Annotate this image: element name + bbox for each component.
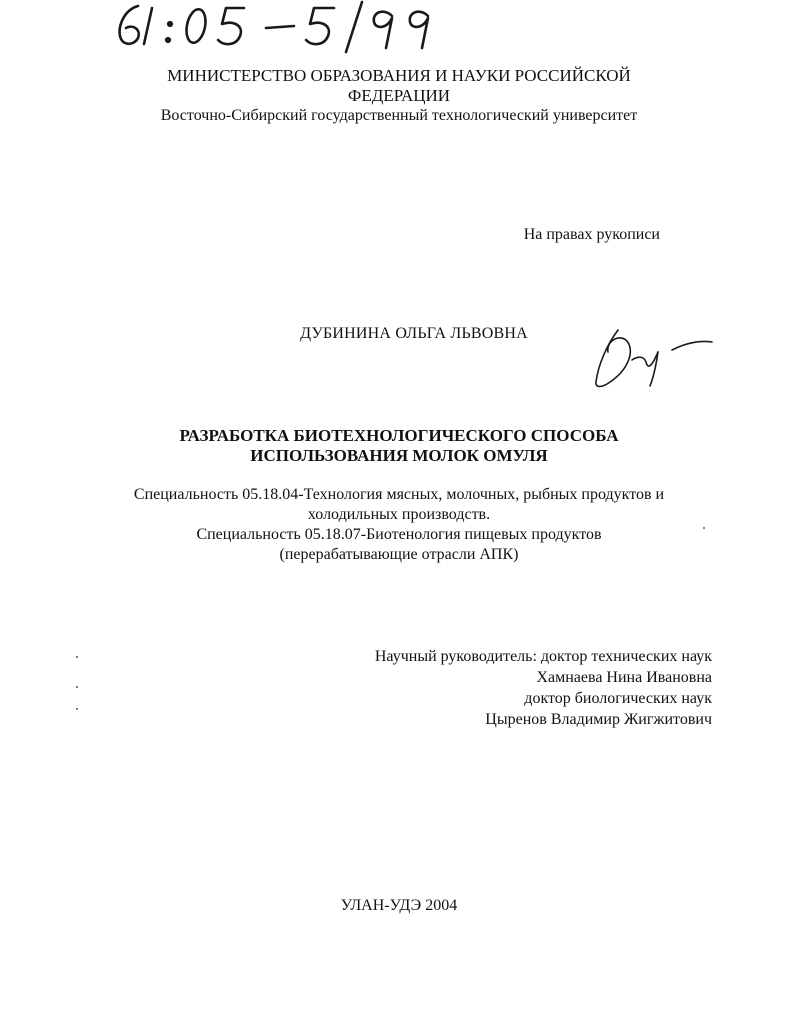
supervisor-line-1: Научный руководитель: доктор технических наук — [374, 648, 712, 665]
university-name: Восточно-Сибирский государственный технологический университет — [160, 107, 638, 124]
specialty-2 — [0, 525, 798, 565]
city-year: УЛАН-УДЭ 2004 — [340, 897, 458, 914]
author-name: ДУБИНИНА ОЛЬГА ЛЬВОВНА — [300, 325, 528, 342]
title-line-2: ИСПОЛЬЗОВАНИЯ МОЛОК ОМУЛЯ — [250, 446, 548, 465]
scan-speck — [703, 527, 705, 529]
handwritten-shelfmark — [108, 0, 468, 60]
ministry-line-2: ФЕДЕРАЦИИ — [347, 86, 451, 105]
ministry-line-1: МИНИСТЕРСТВО ОБРАЗОВАНИЯ И НАУКИ РОССИЙСКОЙ — [167, 66, 631, 85]
supervisor-line-4: Цыренов Владимир Жигжитович — [485, 711, 712, 728]
scan-speck — [76, 686, 78, 688]
specialty-1 — [0, 485, 798, 525]
supervisor-line-3: доктор биологических наук — [524, 690, 712, 707]
supervisor-line-2: Хамнаева Нина Ивановна — [536, 669, 712, 686]
specialty-1-line-1: Специальность 05.18.04-Технология мясных, молочных, рыбных продуктов и — [133, 486, 665, 503]
dissertation-title — [0, 426, 798, 466]
specialty-1-line-2: холодильных производств. — [307, 506, 491, 523]
title-line-1: РАЗРАБОТКА БИОТЕХНОЛОГИЧЕСКОГО СПОСОБА — [179, 426, 619, 445]
supervisors-block — [300, 646, 712, 730]
specialty-2-line-2: (перерабатывающие отрасли АПК) — [279, 546, 519, 563]
author-signature — [588, 326, 718, 392]
rights-note: На правах рукописи — [523, 226, 660, 243]
scan-speck — [76, 656, 78, 658]
ministry-heading — [0, 66, 798, 106]
specialty-2-line-1: Специальность 05.18.07-Биотенология пищевых продуктов — [196, 526, 602, 543]
scan-speck — [76, 708, 78, 710]
